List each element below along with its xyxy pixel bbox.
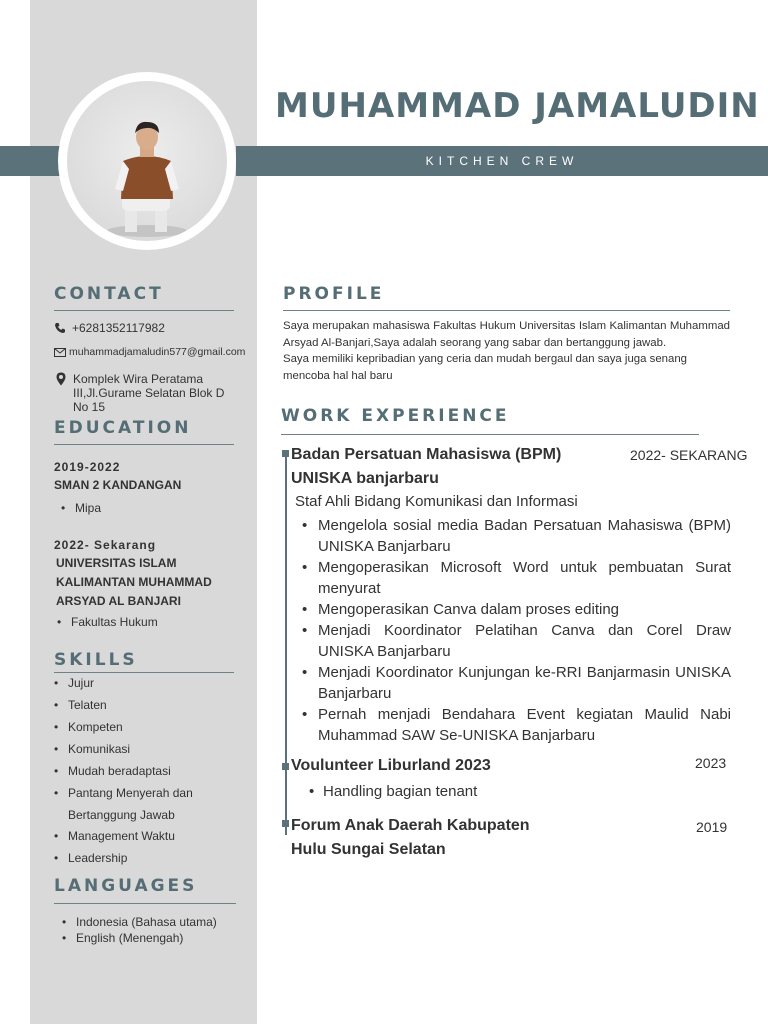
timeline-marker	[282, 820, 289, 827]
job-task: • Handling bagian tenant	[323, 783, 477, 800]
education-school-line: KALIMANTAN MUHAMMAD	[56, 575, 212, 589]
email-address[interactable]: muhammadjamaludin577@gmail.com	[69, 346, 246, 358]
candidate-name: MUHAMMAD JAMALUDIN	[275, 86, 760, 126]
address-line-2: III,Jl.Gurame Selatan Blok D	[73, 386, 225, 400]
profile-paragraph: Saya memiliki kepribadian yang ceria dan mudah bergaul dan saya juga senang mencoba hal hal baru	[283, 353, 687, 382]
skill-item: • Pantang Menyerah dan	[68, 786, 193, 800]
contact-divider	[54, 310, 234, 311]
language-item: • English (Menengah)	[76, 931, 183, 945]
mail-icon	[54, 348, 66, 357]
job-task: • Pernah menjadi Bendahara Event kegiatan Maulid Nabi Muhammad SAW Se-UNISKA Banjarbaru	[318, 704, 731, 746]
job-date: 2019	[696, 819, 728, 835]
skill-item: • Jujur	[68, 676, 94, 690]
profile-paragraph: Saya merupakan mahasiswa Fakultas Hukum Universitas Islam Kalimantan Muhammad Arsyad Al-Banjari,Saya adalah seorang yang sabar dan bertanggung jawab.	[283, 320, 730, 349]
education-period: 2022- Sekarang	[54, 538, 157, 552]
skill-item: • Leadership	[68, 851, 127, 865]
job-position: Staf Ahli Bidang Komunikasi dan Informasi	[295, 493, 578, 510]
skills-heading: SKILLS	[54, 650, 138, 670]
timeline-marker	[282, 763, 289, 770]
job-title: Badan Persatuan Mahasiswa (BPM)	[291, 446, 562, 463]
education-school: SMAN 2 KANDANGAN	[54, 478, 182, 492]
skill-item: • Mudah beradaptasi	[68, 764, 171, 778]
job-title-line-2: UNISKA banjarbaru	[291, 470, 439, 487]
profile-heading: PROFILE	[283, 284, 385, 304]
education-school-line: UNIVERSITAS ISLAM	[56, 556, 177, 570]
person-figure	[67, 81, 227, 241]
address-line-3: No 15	[73, 400, 106, 414]
work-divider	[281, 434, 699, 435]
phone-number[interactable]: +6281352117982	[72, 321, 165, 335]
address-line-1: Komplek Wira Peratama	[73, 372, 204, 386]
languages-heading: LANGUAGES	[54, 876, 198, 896]
phone-icon	[54, 322, 66, 334]
skill-item: • Management Waktu	[68, 829, 175, 843]
contact-heading: CONTACT	[54, 284, 164, 304]
job-task-list	[318, 515, 731, 746]
education-period: 2019-2022	[54, 460, 121, 474]
skills-divider	[54, 672, 234, 673]
skill-item: • Kompeten	[68, 720, 123, 734]
profile-divider	[283, 310, 730, 311]
job-date: 2023	[695, 755, 727, 771]
skill-item: • Komunikasi	[68, 742, 130, 756]
job-task: • Menjadi Koordinator Kunjungan ke-RRI Banjarmasin UNISKA Banjarbaru	[318, 662, 731, 704]
education-major: • Fakultas Hukum	[71, 615, 158, 629]
job-task: • Mengoperasikan Microsoft Word untuk pembuatan Surat menyurat	[318, 557, 731, 599]
job-task: • Mengelola sosial media Badan Persatuan Mahasiswa (BPM) UNISKA Banjarbaru	[318, 515, 731, 557]
education-heading: EDUCATION	[54, 418, 192, 438]
profile-photo	[67, 81, 227, 241]
languages-divider	[54, 903, 236, 904]
education-major: • Mipa	[75, 501, 101, 515]
timeline-line	[285, 452, 287, 835]
job-title: Voulunteer Liburland 2023	[291, 757, 491, 774]
education-divider	[54, 444, 234, 445]
language-item: • Indonesia (Bahasa utama)	[76, 915, 217, 929]
skill-item-continuation: Bertanggung Jawab	[68, 808, 175, 822]
job-task: • Mengoperasikan Canva dalam proses editing	[318, 599, 731, 620]
timeline-marker	[282, 450, 289, 457]
header-band-left	[0, 146, 60, 176]
profile-summary	[283, 318, 730, 384]
job-date: 2022- SEKARANG	[630, 447, 748, 463]
education-school-line: ARSYAD AL BANJARI	[56, 594, 181, 608]
job-role: KITCHEN CREW	[425, 154, 579, 168]
job-title: Forum Anak Daerah Kabupaten	[291, 817, 530, 834]
location-pin-icon	[56, 372, 66, 386]
job-title-line-2: Hulu Sungai Selatan	[291, 841, 446, 858]
job-task: • Menjadi Koordinator Pelatihan Canva dan Corel Draw UNISKA Banjarbaru	[318, 620, 731, 662]
skill-item: • Telaten	[68, 698, 107, 712]
work-experience-heading: WORK EXPERIENCE	[281, 406, 510, 426]
